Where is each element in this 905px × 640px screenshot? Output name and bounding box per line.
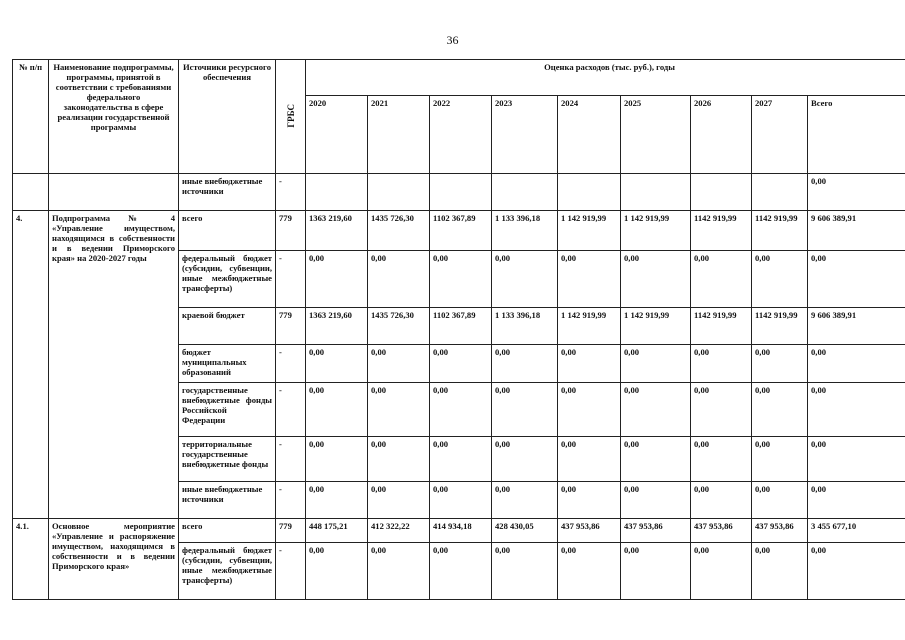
value-cell: 0,00 — [752, 437, 808, 482]
grbs-cell: - — [276, 543, 306, 600]
value-cell: 0,00 — [492, 437, 558, 482]
value-cell: 437 953,86 — [752, 519, 808, 543]
program-name: Основное мероприятие «Управление и распоряжение имуществом, находящимся в собственности и в ведении Приморского края» — [49, 519, 179, 600]
header-grbs: ГРБС — [276, 60, 306, 174]
header-name: Наименование подпрограммы, программы, принятой в соответствии с требованиями федерального законодательства в сфере реализации государственной программы — [49, 60, 179, 174]
value-cell: 0,00 — [691, 251, 752, 308]
value-cell: 1102 367,89 — [430, 308, 492, 345]
value-cell: 0,00 — [306, 437, 368, 482]
value-cell: 0,00 — [558, 383, 621, 437]
value-cell: 0,00 — [691, 383, 752, 437]
value-cell: 0,00 — [430, 383, 492, 437]
program-name: Подпрограмма № 4 «Управление имуществом, находящимся в собственности и в ведении Приморского края» на 2020-2027 годы — [49, 211, 179, 519]
value-cell: 0,00 — [492, 482, 558, 519]
value-cell: 0,00 — [808, 482, 905, 519]
value-cell: 0,00 — [430, 543, 492, 600]
program-num: 4.1. — [13, 519, 49, 600]
value-cell — [691, 174, 752, 211]
table-row — [13, 519, 905, 543]
source-cell: всего — [179, 519, 276, 543]
value-cell: 0,00 — [558, 251, 621, 308]
value-cell: 448 175,21 — [306, 519, 368, 543]
value-cell: 437 953,86 — [621, 519, 691, 543]
value-cell: 0,00 — [558, 543, 621, 600]
value-cell — [430, 174, 492, 211]
value-cell: 1363 219,60 — [306, 308, 368, 345]
value-cell — [558, 174, 621, 211]
value-cell: 0,00 — [306, 251, 368, 308]
year-header: 2023 — [492, 96, 558, 174]
value-cell: 0,00 — [430, 345, 492, 383]
year-header: 2024 — [558, 96, 621, 174]
source-cell: федеральный бюджет (субсидии, субвенции, иные межбюджетные трансферты) — [179, 251, 276, 308]
value-cell: 0,00 — [808, 251, 905, 308]
grbs-cell: - — [276, 251, 306, 308]
value-cell: 0,00 — [621, 251, 691, 308]
value-cell: 0,00 — [691, 345, 752, 383]
value-cell: 0,00 — [808, 543, 905, 600]
value-cell — [492, 174, 558, 211]
grbs-cell: - — [276, 482, 306, 519]
value-cell: 9 606 389,91 — [808, 308, 905, 345]
header-sources: Источники ресурсного обеспечения — [179, 60, 276, 174]
value-cell: 1142 919,99 — [752, 308, 808, 345]
value-cell — [621, 174, 691, 211]
value-cell: 0,00 — [808, 437, 905, 482]
value-cell: 0,00 — [492, 345, 558, 383]
page-number: 36 — [446, 33, 459, 47]
value-cell: 0,00 — [621, 482, 691, 519]
value-cell: 0,00 — [621, 437, 691, 482]
value-cell: 1 142 919,99 — [621, 211, 691, 251]
value-cell: 0,00 — [752, 383, 808, 437]
value-cell: 1142 919,99 — [752, 211, 808, 251]
value-cell: 0,00 — [621, 383, 691, 437]
value-cell: 0,00 — [691, 543, 752, 600]
value-cell: 9 606 389,91 — [808, 211, 905, 251]
value-cell: 0,00 — [808, 174, 905, 211]
value-cell: 1363 219,60 — [306, 211, 368, 251]
value-cell: 1435 726,30 — [368, 308, 430, 345]
value-cell: 0,00 — [808, 345, 905, 383]
value-cell: 0,00 — [306, 482, 368, 519]
year-header: Всего — [808, 96, 905, 174]
value-cell: 0,00 — [492, 543, 558, 600]
source-cell: государственные внебюджетные фонды Российской Федерации — [179, 383, 276, 437]
grbs-cell: 779 — [276, 211, 306, 251]
value-cell: 0,00 — [430, 251, 492, 308]
value-cell: 0,00 — [368, 345, 430, 383]
value-cell: 1142 919,99 — [691, 211, 752, 251]
source-cell: бюджет муниципальных образований — [179, 345, 276, 383]
value-cell: 0,00 — [558, 482, 621, 519]
value-cell: 412 322,22 — [368, 519, 430, 543]
value-cell: 0,00 — [808, 383, 905, 437]
program-num: 4. — [13, 211, 49, 519]
grbs-cell: 779 — [276, 519, 306, 543]
value-cell: 0,00 — [306, 345, 368, 383]
year-header: 2025 — [621, 96, 691, 174]
source-cell: территориальные государственные внебюджетные фонды — [179, 437, 276, 482]
value-cell — [368, 174, 430, 211]
value-cell: 1435 726,30 — [368, 211, 430, 251]
value-cell: 0,00 — [558, 345, 621, 383]
source-cell: федеральный бюджет (субсидии, субвенции, иные межбюджетные трансферты) — [179, 543, 276, 600]
value-cell: 0,00 — [691, 482, 752, 519]
grbs-cell: - — [276, 174, 306, 211]
value-cell: 0,00 — [558, 437, 621, 482]
table-row — [13, 174, 905, 211]
table-row — [13, 211, 905, 251]
value-cell: 1102 367,89 — [430, 211, 492, 251]
year-header: 2027 — [752, 96, 808, 174]
value-cell: 0,00 — [306, 543, 368, 600]
year-header: 2021 — [368, 96, 430, 174]
value-cell: 1 142 919,99 — [558, 211, 621, 251]
value-cell: 0,00 — [691, 437, 752, 482]
value-cell: 0,00 — [752, 482, 808, 519]
value-cell: 0,00 — [368, 251, 430, 308]
value-cell — [306, 174, 368, 211]
value-cell: 0,00 — [752, 251, 808, 308]
value-cell: 1 133 396,18 — [492, 211, 558, 251]
value-cell: 0,00 — [752, 345, 808, 383]
value-cell: 428 430,05 — [492, 519, 558, 543]
value-cell: 0,00 — [368, 383, 430, 437]
grbs-cell: - — [276, 383, 306, 437]
value-cell: 0,00 — [430, 437, 492, 482]
value-cell: 1 142 919,99 — [621, 308, 691, 345]
value-cell: 0,00 — [492, 383, 558, 437]
year-header: 2020 — [306, 96, 368, 174]
value-cell: 1142 919,99 — [691, 308, 752, 345]
value-cell: 0,00 — [368, 437, 430, 482]
value-cell: 0,00 — [752, 543, 808, 600]
value-cell: 1 142 919,99 — [558, 308, 621, 345]
year-header: 2026 — [691, 96, 752, 174]
header-estimate: Оценка расходов (тыс. руб.), годы — [306, 60, 905, 96]
value-cell: 437 953,86 — [691, 519, 752, 543]
grbs-cell: 779 — [276, 308, 306, 345]
value-cell: 3 455 677,10 — [808, 519, 905, 543]
header-num: № п/п — [13, 60, 49, 174]
value-cell: 0,00 — [430, 482, 492, 519]
grbs-cell: - — [276, 437, 306, 482]
budget-table — [12, 59, 905, 600]
value-cell: 1 133 396,18 — [492, 308, 558, 345]
source-cell: иные внебюджетные источники — [179, 174, 276, 211]
value-cell: 0,00 — [621, 543, 691, 600]
value-cell: 0,00 — [306, 383, 368, 437]
value-cell — [752, 174, 808, 211]
value-cell: 0,00 — [621, 345, 691, 383]
value-cell: 414 934,18 — [430, 519, 492, 543]
value-cell: 437 953,86 — [558, 519, 621, 543]
value-cell: 0,00 — [492, 251, 558, 308]
grbs-cell: - — [276, 345, 306, 383]
value-cell: 0,00 — [368, 543, 430, 600]
value-cell: 0,00 — [368, 482, 430, 519]
source-cell: всего — [179, 211, 276, 251]
year-header: 2022 — [430, 96, 492, 174]
source-cell: иные внебюджетные источники — [179, 482, 276, 519]
source-cell: краевой бюджет — [179, 308, 276, 345]
